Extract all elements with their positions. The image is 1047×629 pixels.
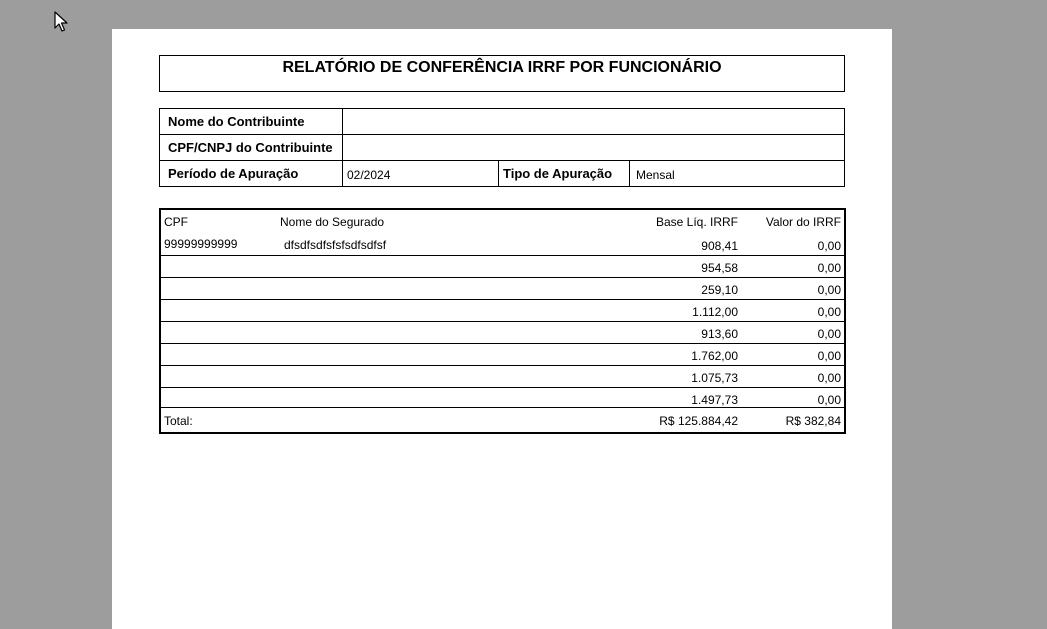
row-valor: 0,00 xyxy=(817,327,841,341)
row-valor: 0,00 xyxy=(817,349,841,363)
total-valor: R$ 382,84 xyxy=(785,414,841,428)
cpf-cnpj-value xyxy=(343,135,845,161)
header-cpf: CPF xyxy=(164,215,188,229)
employee-irrf-table xyxy=(159,208,846,434)
report-page xyxy=(112,29,892,629)
row-base: 1.112,00 xyxy=(692,305,738,319)
table-row xyxy=(161,388,844,409)
row-valor: 0,00 xyxy=(817,261,841,275)
row-valor: 0,00 xyxy=(817,283,841,297)
table-row xyxy=(161,234,844,256)
info-row-periodo xyxy=(160,161,845,187)
table-row xyxy=(161,322,844,344)
table-row xyxy=(161,344,844,366)
row-valor: 0,00 xyxy=(817,393,841,407)
header-nome-segurado: Nome do Segurado xyxy=(280,215,385,229)
row-valor: 0,00 xyxy=(817,305,841,319)
row-valor: 0,00 xyxy=(817,239,841,253)
row-cpf: 99999999999 xyxy=(164,237,238,251)
tipo-label: Tipo de Apuração xyxy=(499,161,630,187)
table-row xyxy=(161,300,844,322)
total-label: Total: xyxy=(164,414,193,428)
header-base-liq-irrf: Base Líq. IRRF xyxy=(655,215,738,229)
header-valor-irrf: Valor do IRRF xyxy=(765,215,841,229)
cpf-cnpj-label: CPF/CNPJ do Contribuinte xyxy=(160,135,343,161)
row-valor: 0,00 xyxy=(817,371,841,385)
report-title: RELATÓRIO DE CONFERÊNCIA IRRF POR FUNCIONÁRIO xyxy=(282,59,722,76)
nome-value xyxy=(343,109,845,135)
periodo-label: Período de Apuração xyxy=(160,161,343,187)
row-base: 1.497,73 xyxy=(691,393,738,407)
row-base: 1.075,73 xyxy=(691,371,738,385)
table-rows xyxy=(161,234,844,409)
contributor-info-table xyxy=(159,108,845,187)
report-title-box xyxy=(159,55,845,92)
nome-label: Nome do Contribuinte xyxy=(160,109,343,135)
mouse-pointer-icon xyxy=(54,11,68,33)
row-base: 908,41 xyxy=(701,239,738,253)
total-base: R$ 125.884,42 xyxy=(659,414,738,428)
table-total-row xyxy=(161,407,844,433)
table-header xyxy=(161,210,844,234)
row-base: 259,10 xyxy=(701,283,738,297)
table-row xyxy=(161,256,844,278)
table-row xyxy=(161,366,844,388)
info-row-nome xyxy=(160,109,845,135)
row-nome: dfsdfsdfsfsfsdfsdfsf xyxy=(284,238,387,252)
tipo-value: Mensal xyxy=(630,161,845,187)
row-base: 954,58 xyxy=(701,261,738,275)
info-row-cpf xyxy=(160,135,845,161)
table-row xyxy=(161,278,844,300)
row-base: 913,60 xyxy=(701,327,738,341)
row-base: 1.762,00 xyxy=(691,349,738,363)
periodo-value: 02/2024 xyxy=(343,161,499,187)
